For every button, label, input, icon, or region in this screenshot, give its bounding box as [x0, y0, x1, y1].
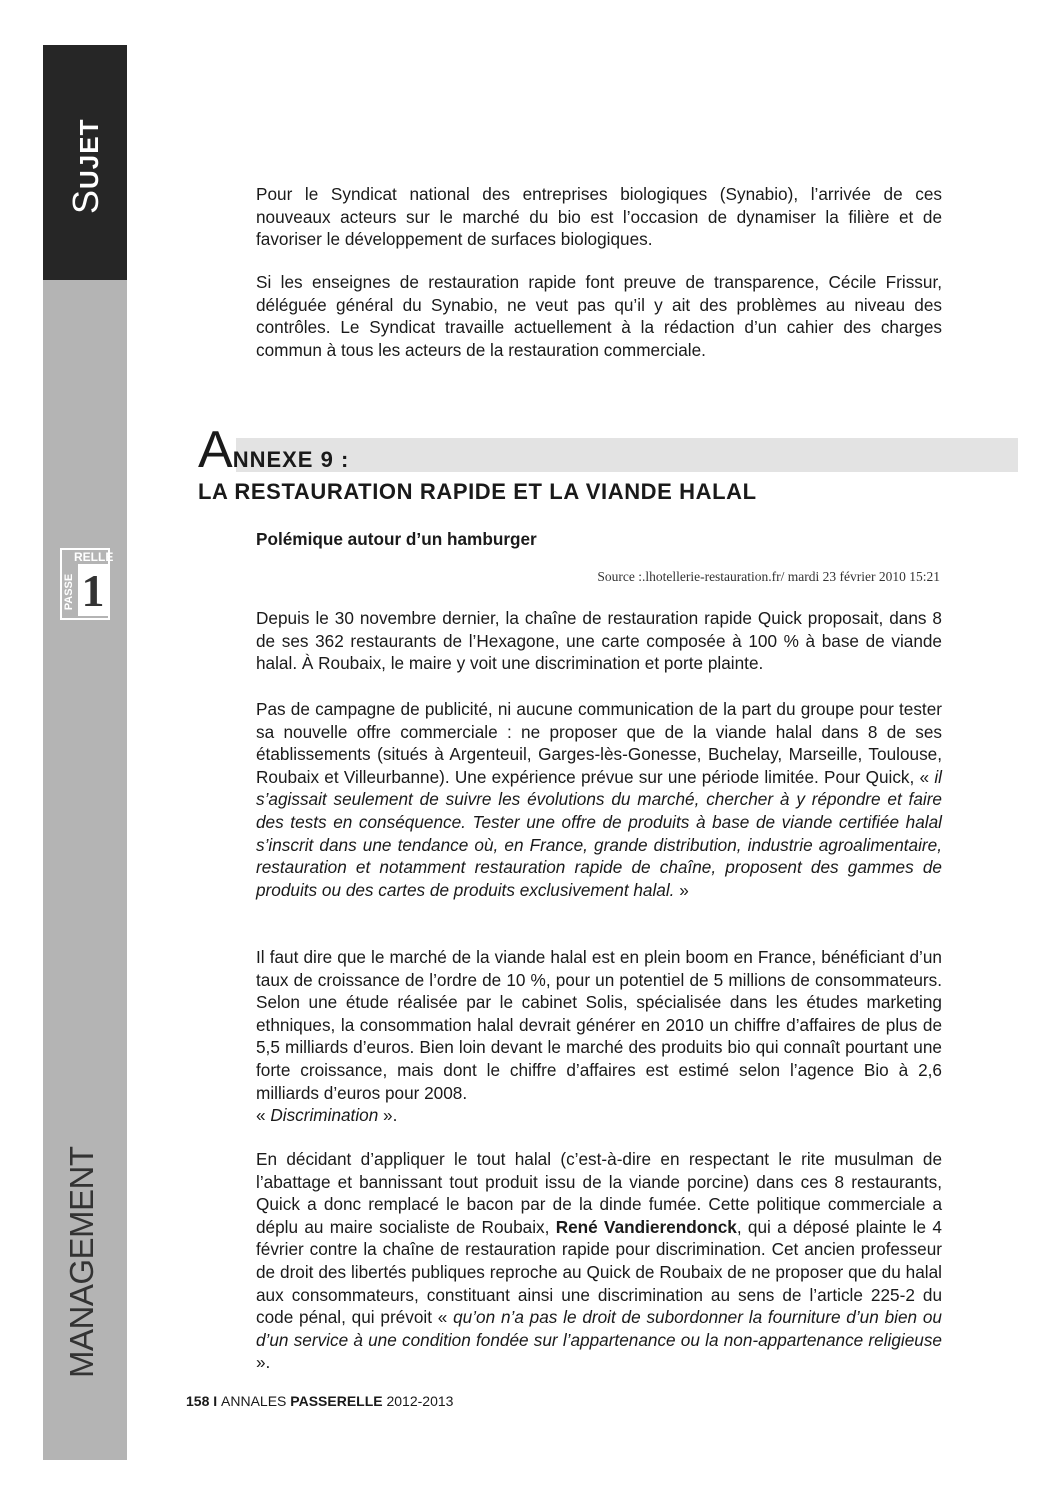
intro-paragraph-1: Pour le Syndicat national des entreprises biologiques (Synabio), l’arrivée de ces nouveaux acteurs sur le marché du bio est l’occasion de dynamiser la filière et de favoriser le développement de surfaces biologiques.	[256, 184, 942, 250]
section-label: SUJET	[65, 118, 106, 214]
intro-paragraph-2: Si les enseignes de restauration rapide font preuve de transparence, Cécile Frissur, déléguée général du Synabio, ne veut pas qu’il y ait des problèmes au niveau des contrôles. Le Syndicat travaille actuellement à la rédaction d’un cahier des charges commun à tous les acteurs de la restauration commerciale.	[256, 272, 942, 360]
footer-brand: PASSERELLE	[290, 1393, 383, 1409]
discrimination-subheading: Discrimination	[270, 1105, 379, 1126]
article-paragraph-4: En décidant d’appliquer le tout halal (c’est-à-dire en respectant le rite musulman de l’abattage et bannissant tout produit issu de la viande porcine) dans ces 8 restaurants, Quick a donc remplacé le bacon par de la dinde fumée. Cette politique commerciale a déplu au maire socialiste de Roubaix, René Vandierendonck, qui a déposé plainte le 4 février contre la chaîne de restauration rapide pour discrimination. Cet ancien professeur de droit des libertés publiques reproche au Quick de Roubaix de ne proposer que du halal aux consommateurs, constituant ainsi une discrimination au sens de l’article 225-2 du code pénal, qui prévoit « qu’on n’a pas le droit de subordonner la fourniture d’un bien ou d’un service à une condition fondée sur l’appartenance ou la non-appartenance religieuse ».	[256, 1149, 942, 1373]
article-title: Polémique autour d’un hamburger	[256, 529, 537, 549]
page-number: 158	[186, 1393, 210, 1409]
passerelle-logo: RELLE PASSE 1	[60, 548, 110, 620]
article-source: Source :.lhotellerie-restauration.fr/ mardi 23 février 2010 15:21	[597, 569, 940, 584]
subject-label: MANAGEMENT	[63, 1146, 100, 1378]
article-paragraph-3: Il faut dire que le marché de la viande halal est en plein boom en France, bénéficiant d’un taux de croissance de l’ordre de 10 %, pour un potentiel de 5 millions de consommateurs. Selon une étude réalisée par le cabinet Solis, spécialisée dans les études marketing ethniques, la consommation halal devrait générer en 2010 un chiffre d’affaires de plus de 5,5 milliards d’euros. Bien loin devant le marché des produits bio qui connaît pourtant une forte croissance, mais dont le chiffre d’affaires est estimé selon l’agence Bio à 2,6 milliards d’euros pour 2008. « Discrimination ».	[256, 947, 942, 1126]
annexe-subtitle: LA RESTAURATION RAPIDE ET LA VIANDE HALAL	[198, 479, 757, 504]
article-paragraph-2: Pas de campagne de publicité, ni aucune communication de la part du groupe pour tester sa nouvelle offre commerciale : ne proposer que de la viande halal dans 8 de ses établissements (situés à Argenteuil, Garges-lès-Gonesse, Buchelay, Marseille, Toulouse, Roubaix et Villeurbanne). Une expérience prévue sur une période limitée. Pour Quick, « il s’agissait seulement de suivre les évolutions du marché, chercher à y répondre et faire des tests en conséquence. Tester une offre de produits à base de viande certifiée halal s’inscrit dans une tendance où, en France, grande distribution, industrie agroalimentaire, restauration et notamment restauration rapide de chaîne, proposent des gammes de produits ou des cartes de produits exclusivement halal. »	[256, 699, 942, 900]
page-footer: 158 I ANNALES PASSERELLE 2012-2013	[186, 1393, 454, 1409]
annexe-heading-band	[236, 438, 1018, 472]
quick-quote: il s’agissait seulement de suivre les évolutions du marché, chercher à y répondre et faire des tests en conséquence. Tester une offre de produits à base de viande certifiée halal s’inscrit dans une tendance où, en France, grande distribution, industrie agroalimentaire, restauration et notamment restauration rapide de chaîne, proposent des gammes de produits ou des cartes de produits exclusivement halal.	[256, 766, 942, 900]
penal-code-quote: qu’on n’a pas le droit de subordonner la fourniture d’un bien ou d’un service à une condition fondée sur l’appartenance ou la non-appartenance religieuse	[256, 1307, 942, 1350]
mayor-name: René Vandierendonck	[555, 1216, 737, 1237]
annexe-heading: ANNEXE 9 :	[198, 421, 350, 479]
article-paragraph-1: Depuis le 30 novembre dernier, la chaîne de restauration rapide Quick proposait, dans 8 de ses 362 restaurants de l’Hexagone, une carte composée à 100 % à base de viande halal. À Roubaix, le maire y voit une discrimination et porte plainte.	[256, 608, 942, 674]
